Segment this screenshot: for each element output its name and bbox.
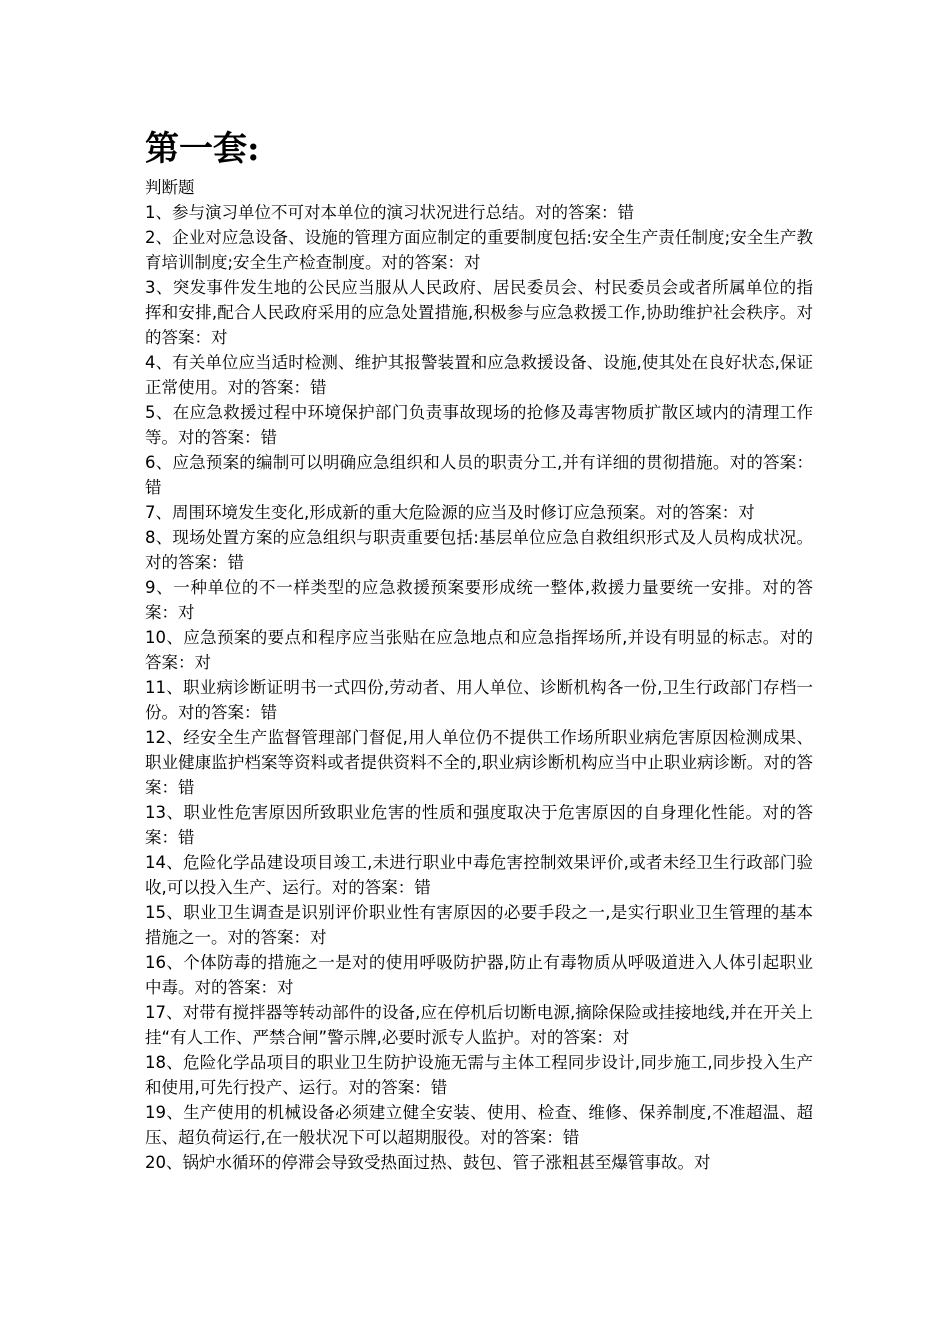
document-title: 第一套: — [145, 129, 260, 169]
question-item: 2、企业对应急设备、设施的管理方面应制定的重要制度包括:安全生产责任制度;安全生产教育培训制度;安全生产检查制度。对的答案：对 — [145, 228, 813, 272]
question-item: 5、在应急救援过程中环境保护部门负责事故现场的抢修及毒害物质扩散区域内的清理工作等。对的答案：错 — [145, 403, 813, 447]
question-item: 14、危险化学品建设项目竣工,未进行职业中毒危害控制效果评价,或者未经卫生行政部门验收,可以投入生产、运行。对的答案：错 — [145, 853, 813, 897]
question-item: 15、职业卫生调查是识别评价职业性有害原因的必要手段之一,是实行职业卫生管理的基本措施之一。对的答案：对 — [145, 903, 813, 947]
question-item: 13、职业性危害原因所致职业危害的性质和强度取决于危害原因的自身理化性能。对的答案：错 — [145, 803, 813, 847]
document-page — [145, 127, 813, 1175]
question-item: 20、锅炉水循环的停滞会导致受热面过热、鼓包、管子涨粗甚至爆管事故。对 — [145, 1153, 711, 1172]
question-item: 3、突发事件发生地的公民应当服从人民政府、居民委员会、村民委员会或者所属单位的指挥和安排,配合人民政府采用的应急处置措施,积极参与应急救援工作,协助维护社会秩序。对的答案：对 — [145, 278, 813, 347]
question-item: 11、职业病诊断证明书一式四份,劳动者、用人单位、诊断机构各一份,卫生行政部门存档一份。对的答案：错 — [145, 678, 813, 722]
question-list — [145, 200, 813, 1175]
question-item: 16、个体防毒的措施之一是对的使用呼吸防护器,防止有毒物质从呼吸道进入人体引起职业中毒。对的答案：对 — [145, 953, 813, 997]
question-item: 7、周围环境发生变化,形成新的重大危险源的应当及时修订应急预案。对的答案：对 — [145, 503, 755, 522]
question-item: 10、应急预案的要点和程序应当张贴在应急地点和应急指挥场所,并设有明显的标志。对的答案：对 — [145, 628, 813, 672]
section-label: 判断题 — [145, 178, 195, 197]
question-item: 19、生产使用的机械设备必须建立健全安装、使用、检查、维修、保养制度,不准超温、超压、超负荷运行,在一般状况下可以超期服役。对的答案：错 — [145, 1103, 813, 1147]
question-item: 9、一种单位的不一样类型的应急救援预案要形成统一整体,救援力量要统一安排。对的答案：对 — [145, 578, 813, 622]
question-item: 17、对带有搅拌器等转动部件的设备,应在停机后切断电源,摘除保险或挂接地线,并在开关上挂“有人工作、严禁合闸”警示牌,必要时派专人监护。对的答案：对 — [145, 1003, 813, 1047]
question-item: 1、参与演习单位不可对本单位的演习状况进行总结。对的答案：错 — [145, 203, 634, 222]
question-item: 18、危险化学品项目的职业卫生防护设施无需与主体工程同步设计,同步施工,同步投入生产和使用,可先行投产、运行。对的答案：错 — [145, 1053, 813, 1097]
question-item: 6、应急预案的编制可以明确应急组织和人员的职责分工,并有详细的贯彻措施。对的答案：错 — [145, 453, 813, 497]
question-item: 8、现场处置方案的应急组织与职责重要包括:基层单位应急自救组织形式及人员构成状况。对的答案：错 — [145, 528, 813, 572]
question-item: 12、经安全生产监督管理部门督促,用人单位仍不提供工作场所职业病危害原因检测成果、职业健康监护档案等资料或者提供资料不全的,职业病诊断机构应当中止职业病诊断。对的答案：错 — [145, 728, 813, 797]
question-item: 4、有关单位应当适时检测、维护其报警装置和应急救援设备、设施,使其处在良好状态,保证正常使用。对的答案：错 — [145, 353, 813, 397]
